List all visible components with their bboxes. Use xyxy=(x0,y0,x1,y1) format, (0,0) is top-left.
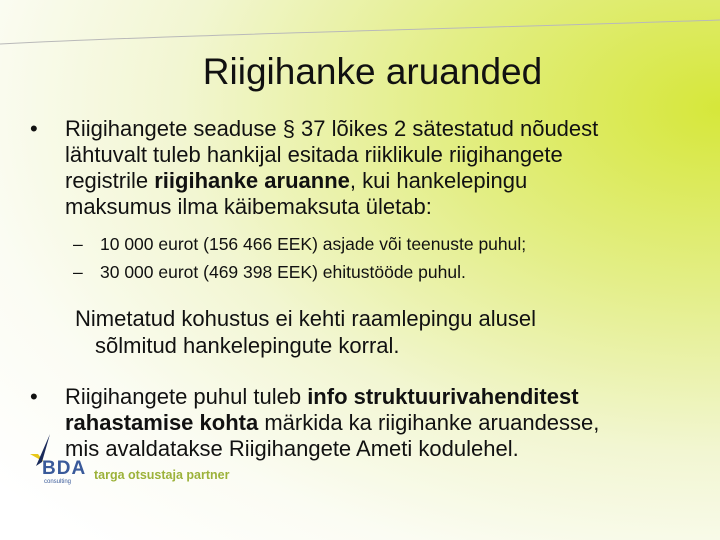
bullet-line: maksumus ilma käibemaksuta ületab: xyxy=(65,194,432,219)
bullet-line: Riigihangete seaduse § 37 lõikes 2 sätestatud nõudest xyxy=(65,116,599,141)
bullet-line xyxy=(65,384,710,410)
text-span: märkida ka riigihanke aruandesse, xyxy=(258,410,600,435)
slide-title: Riigihanke aruanded xyxy=(202,51,543,92)
dash-marker: – xyxy=(73,262,83,282)
sub-item-text: 30 000 eurot (469 398 EEK) ehitustööde puhul. xyxy=(100,262,466,282)
bullet-marker: • xyxy=(30,116,38,141)
bullet-marker: • xyxy=(30,384,38,409)
text-span: Riigihangete puhul tuleb xyxy=(65,384,308,409)
bold-term: riigihanke aruanne xyxy=(154,168,350,193)
note-line: Nimetatud kohustus ei kehti raamlepingu alusel xyxy=(75,306,537,331)
logo-subtext: consulting xyxy=(44,479,72,485)
bullet-text xyxy=(65,384,710,462)
text-span: registrile xyxy=(65,168,155,193)
dash-marker: – xyxy=(73,234,83,254)
note-line: sõlmitud hankelepingute korral. xyxy=(95,333,400,358)
text-span: , kui hankelepingu xyxy=(349,168,528,193)
bullet-line: lähtuvalt tuleb hankijal esitada riiklikule riigihangete xyxy=(65,142,563,167)
bold-term: rahastamise kohta xyxy=(65,410,259,435)
logo-tagline: targa otsustaja partner xyxy=(94,468,230,482)
bullet-line xyxy=(65,168,710,194)
bullet-line: mis avaldatakse Riigihangete Ameti kodulehel. xyxy=(65,436,519,461)
logo-text: BDA xyxy=(42,458,87,479)
framework-note xyxy=(75,305,675,359)
bullet-text xyxy=(65,116,710,220)
sub-item-text: 10 000 eurot (156 466 EEK) asjade või teenuste puhul; xyxy=(100,234,527,254)
bullet-line xyxy=(65,410,710,436)
bold-term: info struktuurivahenditest xyxy=(307,384,579,409)
